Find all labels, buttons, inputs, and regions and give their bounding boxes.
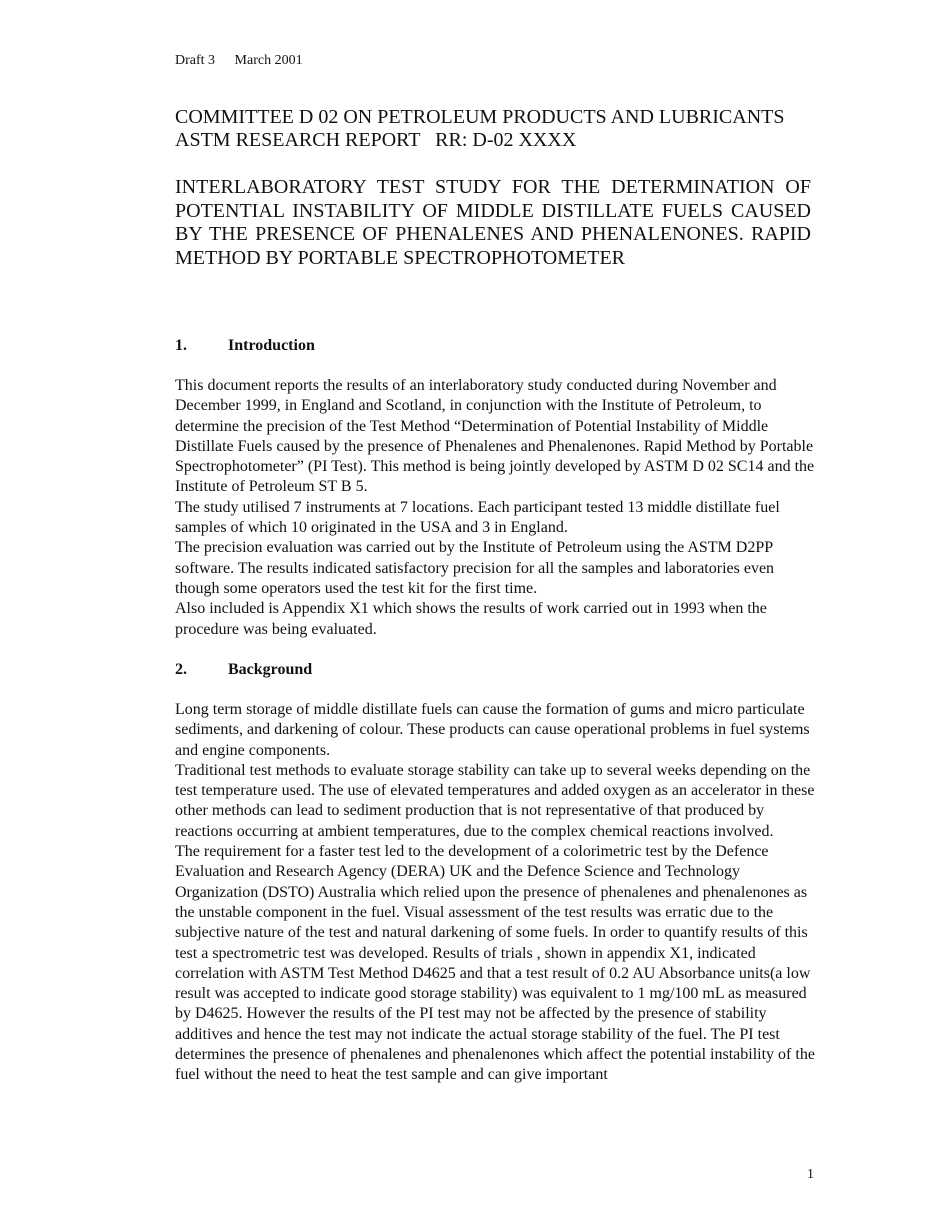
paragraph: This document reports the results of an interlaboratory study conducted during November and December 1999, in England and Scotland, in conjunction with the Institute of Petroleum, to determine the precision of the Test Method “Determination of Potential Instability of Middle Distillate Fuels caused by the presence of Phenalenes and Phenalenones. Rapid Method by Portable Spectrophotometer” (PI Test). This method is being jointly developed by ASTM D 02 SC14 and the Institute of Petroleum ST B 5. [175,377,815,496]
paragraph: Traditional test methods to evaluate storage stability can take up to several weeks depending on the test temperature used. The use of elevated temperatures and added oxygen as an accelerator in these other methods can lead to sediment production that is not representative of that produced by reactions occurring at ambient temperatures, due to the complex chemical reactions involved. [175,761,815,840]
draft-label: Draft 3 [175,53,216,68]
section-title: Introduction [228,337,315,354]
study-title: INTERLABORATORY TEST STUDY FOR THE DETERMINATION OF POTENTIAL INSTABILITY OF MIDDLE DISTILLATE FUELS CAUSED BY THE PRESENCE OF PHENALENES AND PHENALENONES. RAPID METHOD BY PORTABLE SPECTROPHOTOMETER [175,176,811,269]
page-number: 1 [807,1167,814,1182]
paragraph: Long term storage of middle distillate fuels can cause the formation of gums and micro particulate sediments, and darkening of colour. These products can cause operational problems in fuel systems and engine components. [175,701,810,759]
section-heading-introduction [175,336,315,356]
report-number: ASTM RESEARCH REPORT RR: D-02 XXXX [175,129,577,151]
draft-date: March 2001 [234,53,303,68]
paragraph: The study utilised 7 instruments at 7 locations. Each participant tested 13 middle distillate fuel samples of which 10 originated in the USA and 3 in England. [175,498,780,537]
paragraph: The precision evaluation was carried out by the Institute of Petroleum using the ASTM D2PP software. The results indicated satisfactory precision for all the samples and laboratories even though some operators used the test kit for the first time. [175,539,775,597]
committee-title: COMMITTEE D 02 ON PETROLEUM PRODUCTS AND LUBRICANTS [175,106,785,128]
report-title-block [175,106,815,152]
paragraph: The requirement for a faster test led to the development of a colorimetric test by the Defence Evaluation and Research Agency (DERA) UK and the Defence Science and Technology Organization (DSTO) Australia which relied upon the presence of phenalenes and phenalenones as the unstable component in the fuel. Visual assessment of the test results was erratic due to the subjective nature of the test and natural darkening of some fuels. In order to quantify results of this test a spectrometric test was developed. Results of trials , shown in appendix X1, indicated correlation with ASTM Test Method D4625 and that a test result of 0.2 AU Absorbance units(a low result was accepted to indicate good storage stability) was equivalent to 1 mg/100 mL as measured by D4625. However the results of the PI test may not be affected by the presence of stability additives and hence the test may not indicate the actual storage stability of the fuel. The PI test determines the presence of phenalenes and phenalenones which affect the potential instability of the fuel without the need to heat the test sample and can give important [175,843,815,1084]
draft-header [175,52,303,70]
section-body-background [175,700,815,1086]
section-number: 1. [175,337,187,354]
section-title: Background [228,661,313,678]
section-heading-background [175,660,312,680]
section-body-introduction [175,376,815,640]
section-number: 2. [175,661,187,678]
paragraph: Also included is Appendix X1 which shows the results of work carried out in 1993 when the procedure was being evaluated. [175,600,767,638]
